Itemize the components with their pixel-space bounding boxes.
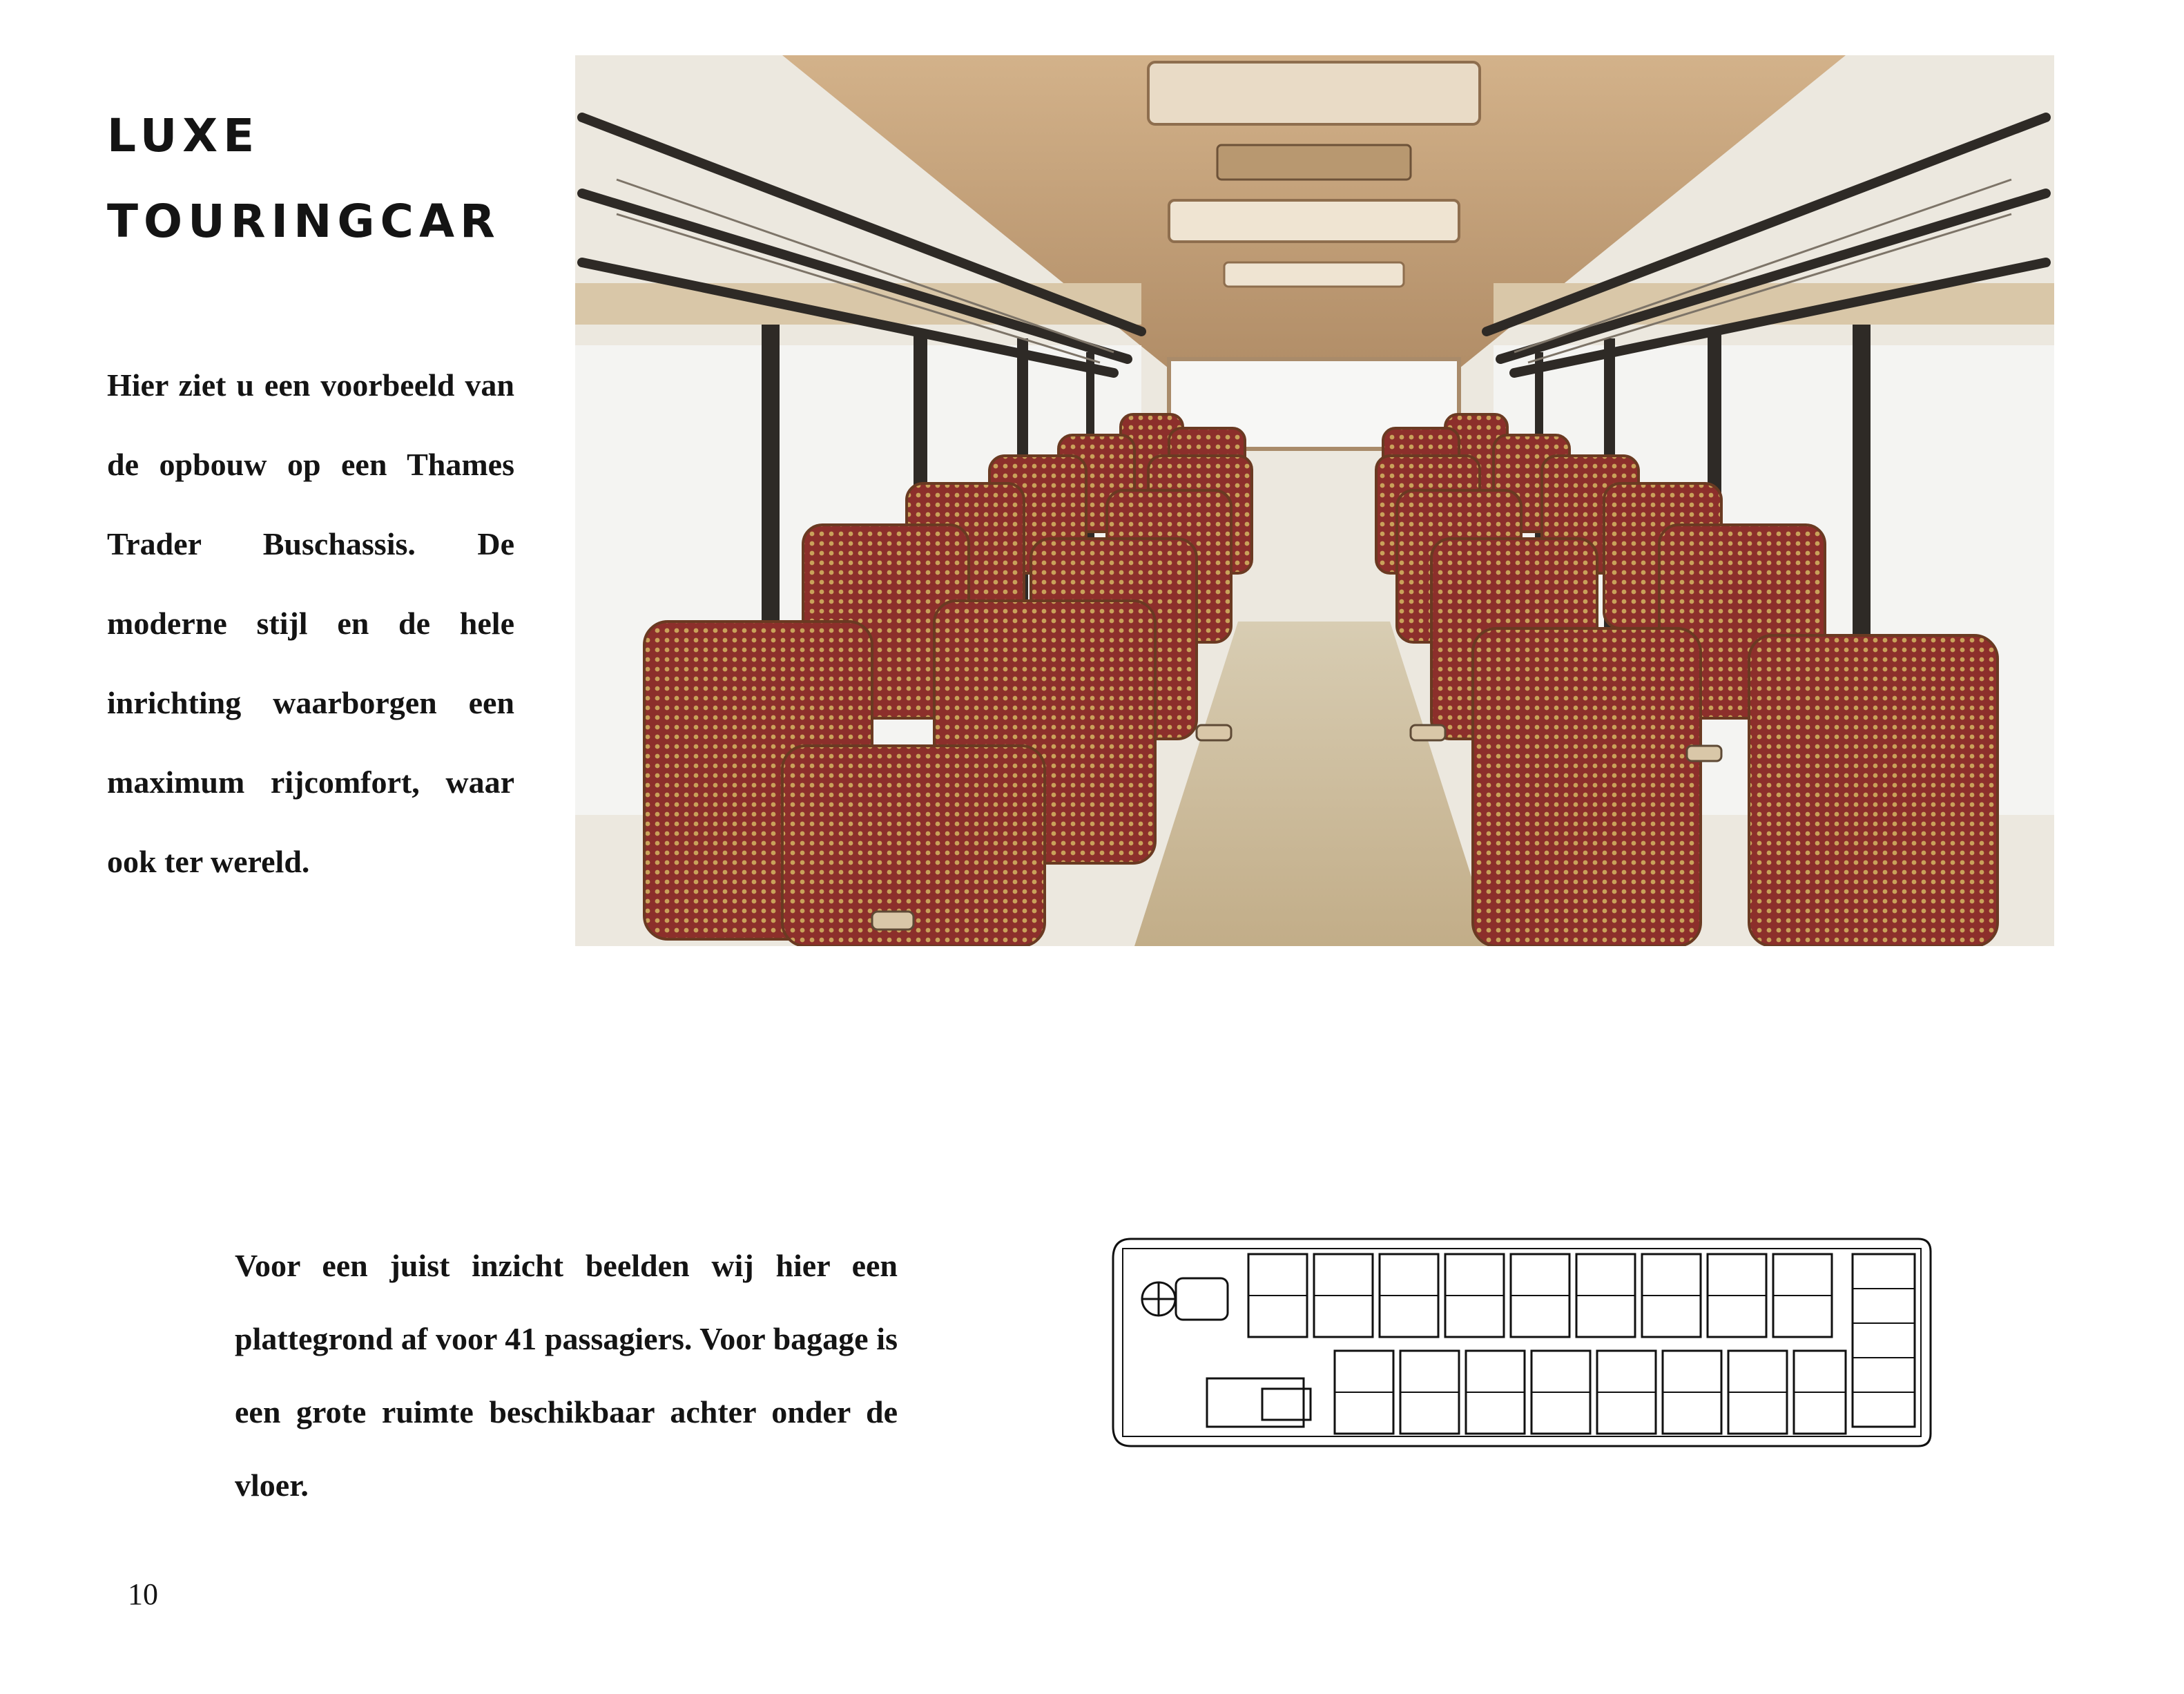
heading-line-2: TOURINGCAR: [107, 195, 501, 248]
floorplan-paragraph: Voor een juist inzicht beelden wij hier een plattegrond af voor 41 passagiers. Voor bagage is een grote ruimte beschikbaar achter onder de vloer.: [235, 1248, 898, 1503]
page-heading: [107, 93, 501, 264]
seating-floorplan-diagram: [1103, 1233, 1939, 1454]
heading-line-1: LUXE: [107, 109, 260, 162]
intro-paragraph: Hier ziet u een voorbeeld van de opbouw op een Thames Trader Buschassis. De moderne stijl en de hele inrichting waarborgen een maximum rijcomfort, waar ook ter wereld.: [107, 367, 514, 879]
page-number: 10: [128, 1577, 158, 1611]
coach-interior-photo: [575, 55, 2054, 946]
